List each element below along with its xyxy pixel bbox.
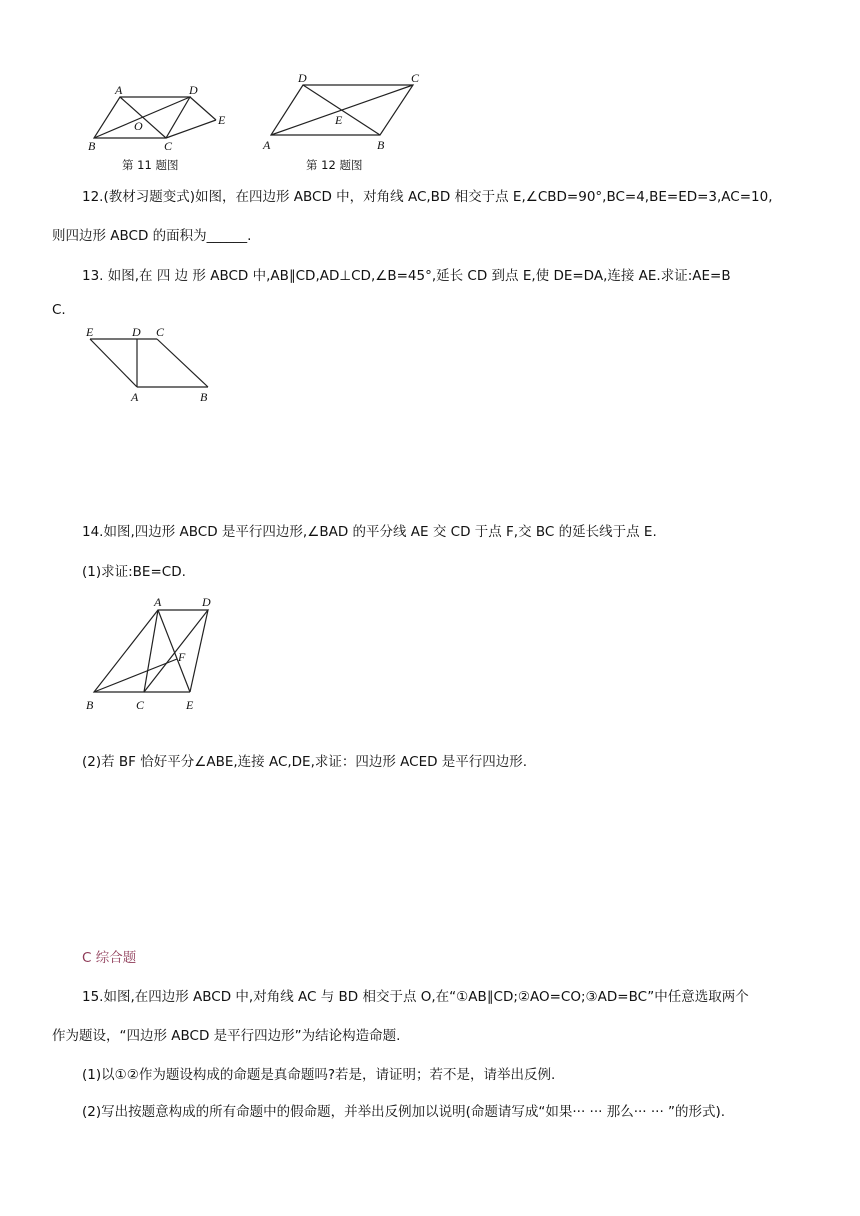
q15-line2: 作为题设，“四边形 ABCD 是平行四边形”为结论构造命题. — [52, 1028, 401, 1044]
q15-part2: (2)写出按题意构成的所有命题中的假命题，并举出反例加以说明(命题请写成“如果··· ··· 那么··· ··· ”的形式). — [82, 1104, 726, 1120]
figure-14 — [80, 592, 230, 717]
fig14-label-a: A — [154, 595, 162, 609]
fig11-label-e: E — [218, 113, 226, 127]
q14-part2: (2)若 BF 恰好平分∠ABE,连接 AC,DE,求证：四边形 ACED 是平行四边形. — [82, 754, 528, 770]
fig11-segment-ce — [166, 120, 216, 138]
fig13-segment-cb — [157, 339, 208, 387]
fig13-label-d: D — [132, 325, 141, 339]
fig14-label-e: E — [186, 698, 194, 712]
fig14-label-f: F — [178, 650, 186, 664]
q15-line1: 15.如图,在四边形 ABCD 中,对角线 AC 与 BD 相交于点 O,在“①AB∥CD;②AO=CO;③AD=BC”中任意选取两个 — [82, 989, 749, 1005]
q14-part1: (1)求证:BE=CD. — [82, 564, 186, 580]
fig11-label-a: A — [115, 83, 123, 97]
fig13-segment-ea — [90, 339, 137, 387]
section-c-heading: C 综合题 — [82, 950, 137, 966]
fig14-label-d: D — [202, 595, 211, 609]
fig12-diagonal-bd — [303, 85, 380, 135]
q14-line1: 14.如图,四边形 ABCD 是平行四边形,∠BAD 的平分线 AE 交 CD 于点 F,交 BC 的延长线于点 E. — [82, 524, 657, 540]
q12-line2: 则四边形 ABCD 的面积为______. — [52, 228, 252, 244]
figure-12 — [258, 70, 428, 178]
fig11-label-d: D — [189, 83, 198, 97]
fig11-segment-de — [190, 97, 216, 120]
q15-part1: (1)以①②作为题设构成的命题是真命题吗?若是，请证明；若不是，请举出反例. — [82, 1067, 556, 1083]
fig13-label-e: E — [86, 325, 94, 339]
fig13-label-b: B — [200, 390, 208, 404]
q13-line2: C. — [52, 302, 66, 318]
fig11-label-c: C — [164, 139, 173, 153]
fig14-label-c: C — [136, 698, 145, 712]
fig12-label-b: B — [377, 138, 385, 152]
q12-line1: 12.(教材习题变式)如图，在四边形 ABCD 中，对角线 AC,BD 相交于点 E,∠CBD=90°,BC=4,BE=ED=3,AC=10, — [82, 189, 773, 205]
fig11-label-o: O — [134, 119, 143, 133]
fig12-label-c: C — [411, 71, 420, 85]
q13-line1: 13. 如图,在 四 边 形 ABCD 中,AB∥CD,AD⊥CD,∠B=45°,延长 CD 到点 E,使 DE=DA,连接 AE.求证:AE=B — [82, 268, 731, 284]
fig12-label-e: E — [335, 113, 343, 127]
fig12-label-a: A — [263, 138, 271, 152]
figure-11 — [80, 78, 240, 178]
fig12-label-d: D — [298, 71, 307, 85]
fig14-label-b: B — [86, 698, 94, 712]
fig12-caption: 第 12 题图 — [306, 158, 363, 172]
fig14-segment-ac — [144, 610, 158, 692]
figure-13 — [80, 322, 220, 410]
fig13-label-a: A — [131, 390, 139, 404]
fig11-label-b: B — [88, 139, 96, 153]
fig11-caption: 第 11 题图 — [122, 158, 179, 172]
fig13-label-c: C — [156, 325, 165, 339]
